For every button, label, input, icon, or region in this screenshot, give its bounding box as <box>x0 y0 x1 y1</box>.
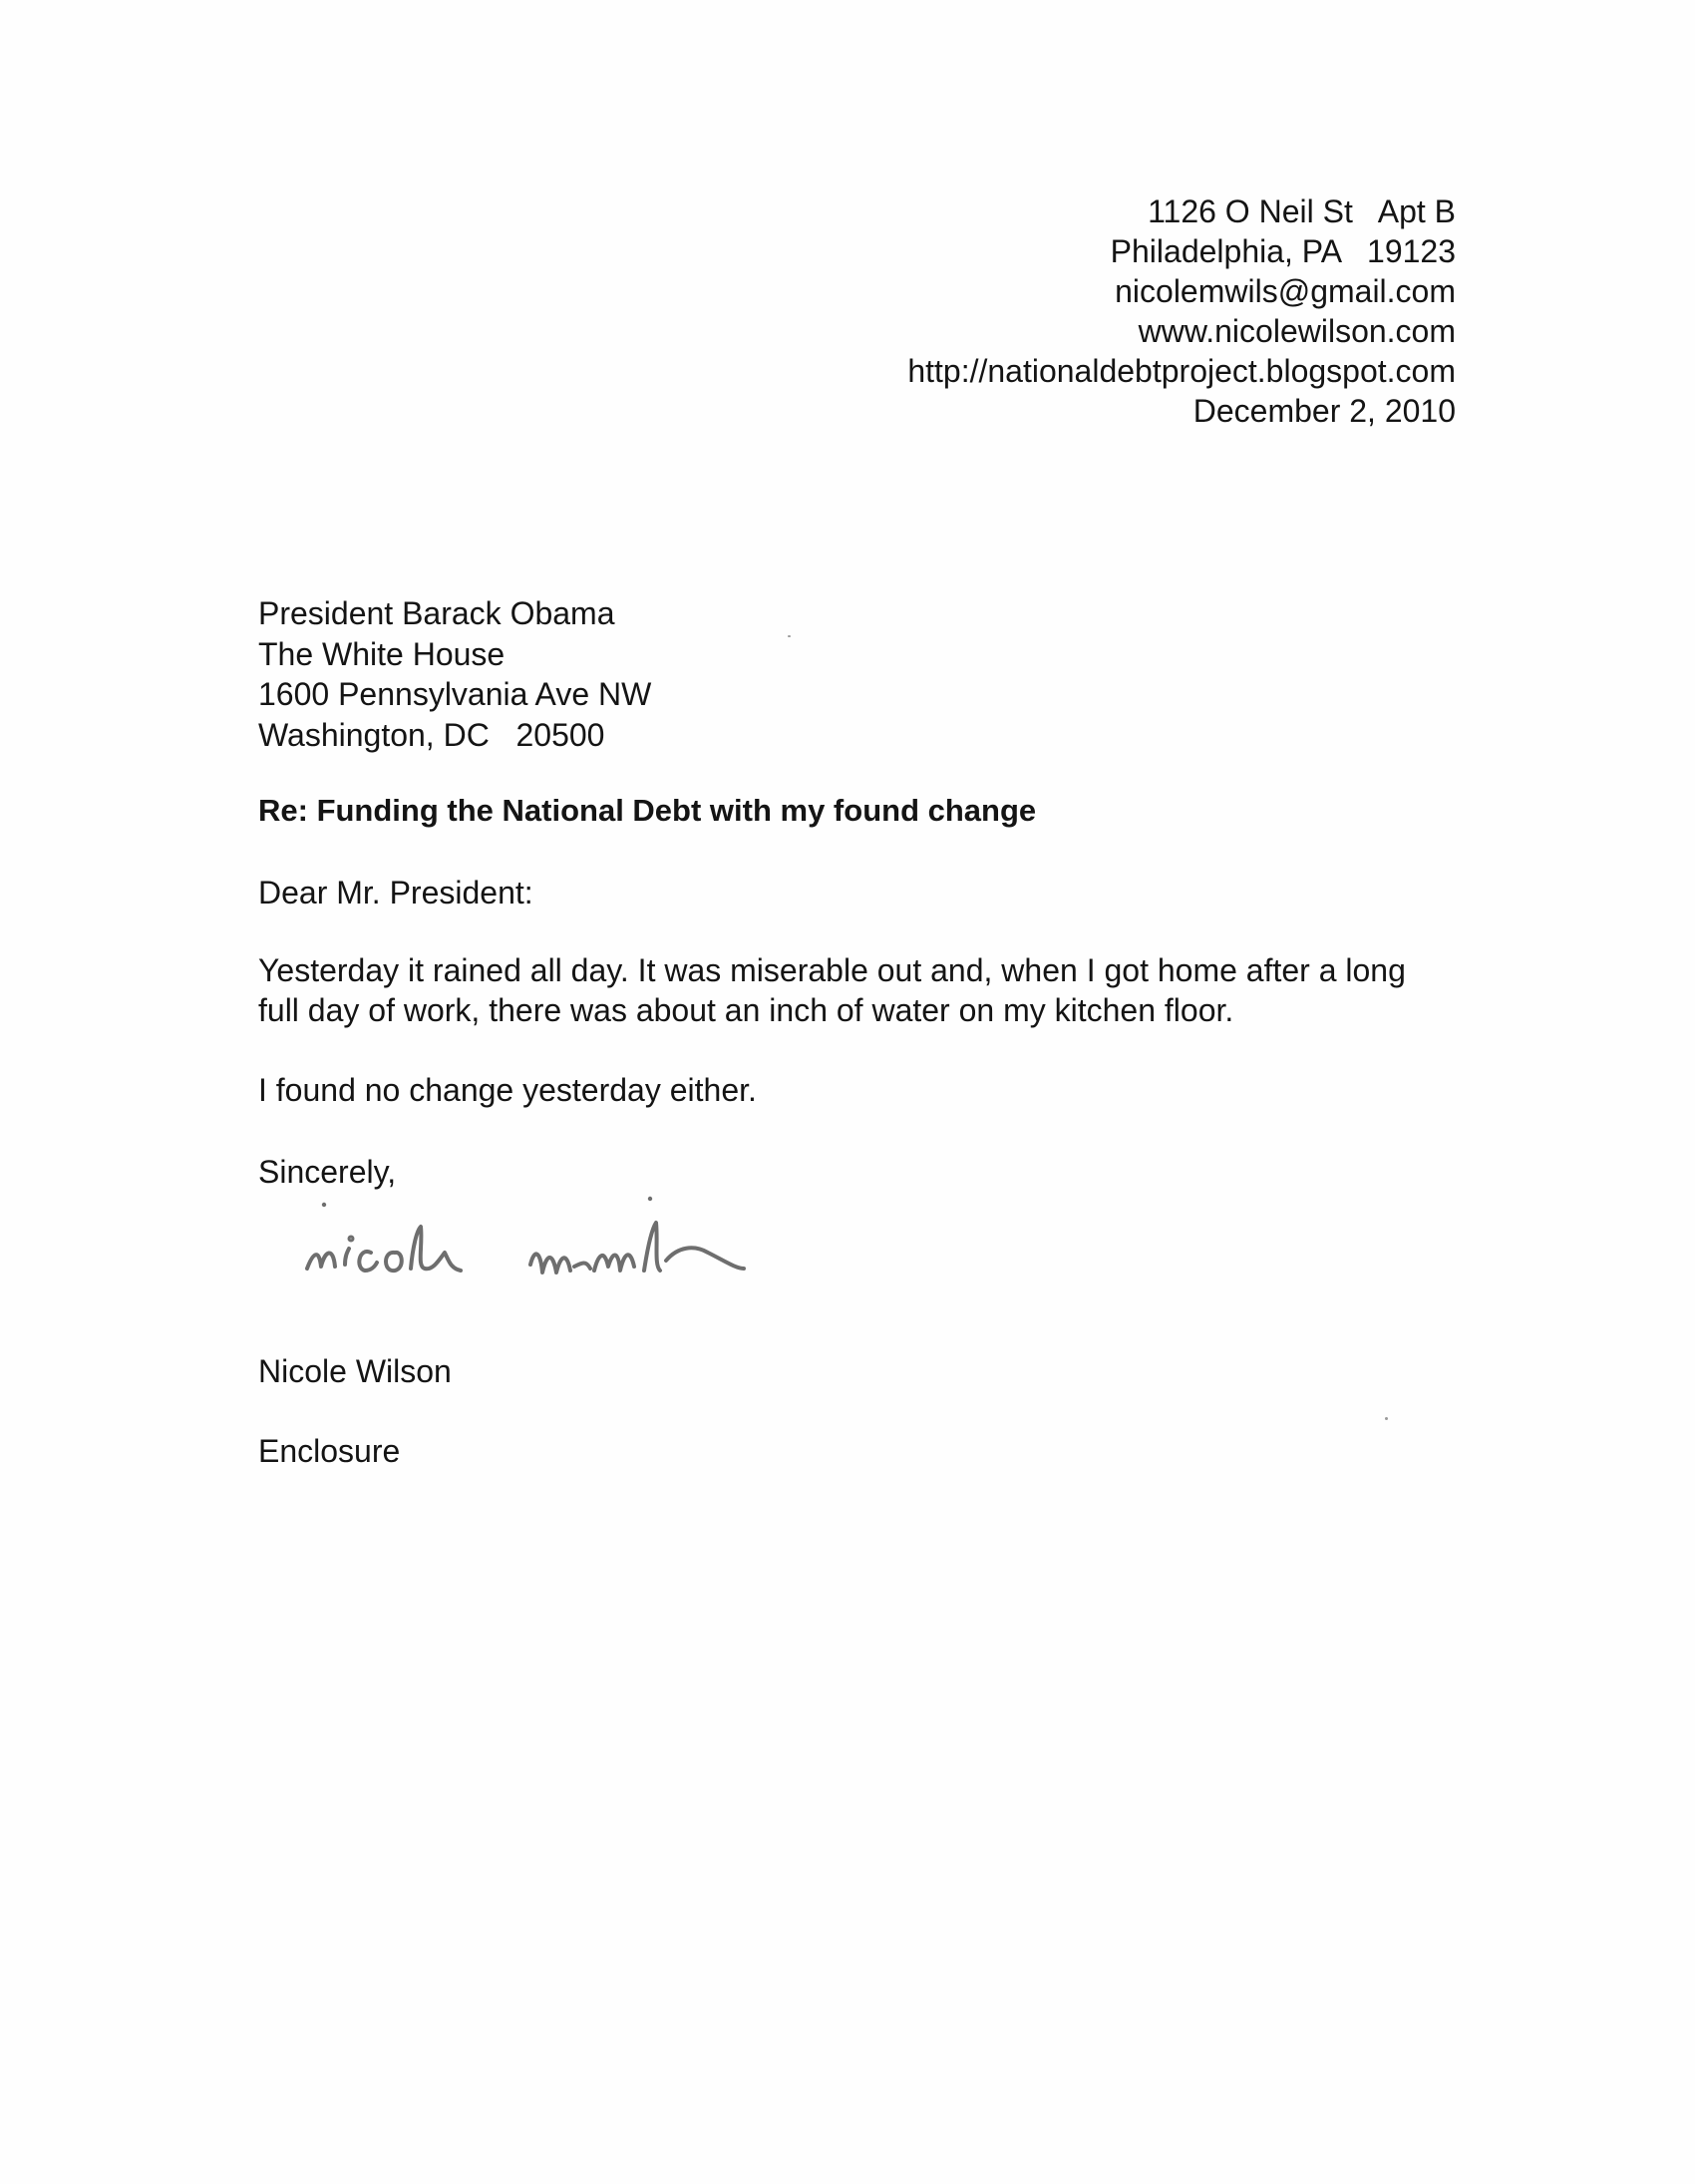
letter-date: December 2, 2010 <box>1192 393 1456 429</box>
body-paragraph: Yesterday it rained all day. It was miserable out and, when I got home after a long full day of work, there was about an inch of water on my kitchen floor. <box>258 952 1406 1028</box>
recipient-city-state-zip: Washington, DC 20500 <box>258 716 605 753</box>
enclosure-note: Enclosure <box>258 1433 401 1469</box>
scan-speck <box>788 635 791 637</box>
scan-speck <box>1385 1417 1388 1420</box>
recipient-name: President Barack Obama <box>258 595 615 631</box>
signer-name: Nicole Wilson <box>258 1353 452 1389</box>
subject-line: Re: Funding the National Debt with my found change <box>258 793 1037 828</box>
sender-address-block <box>907 191 1456 431</box>
closing: Sincerely, <box>258 1154 397 1190</box>
recipient-organization: The White House <box>258 635 506 672</box>
body-paragraph: I found no change yesterday either. <box>258 1072 757 1108</box>
sender-website: www.nicolewilson.com <box>1138 313 1456 349</box>
sender-city-state-zip: Philadelphia, PA 19123 <box>1110 233 1456 269</box>
handwritten-signature <box>299 1187 838 1321</box>
salutation: Dear Mr. President: <box>258 875 533 910</box>
sender-street: 1126 O Neil St Apt B <box>1148 193 1456 229</box>
sender-email: nicolemwils@gmail.com <box>1115 273 1456 309</box>
sender-blog-url: http://nationaldebtproject.blogspot.com <box>907 353 1456 389</box>
recipient-street: 1600 Pennsylvania Ave NW <box>258 676 652 712</box>
recipient-address-block <box>258 593 651 755</box>
